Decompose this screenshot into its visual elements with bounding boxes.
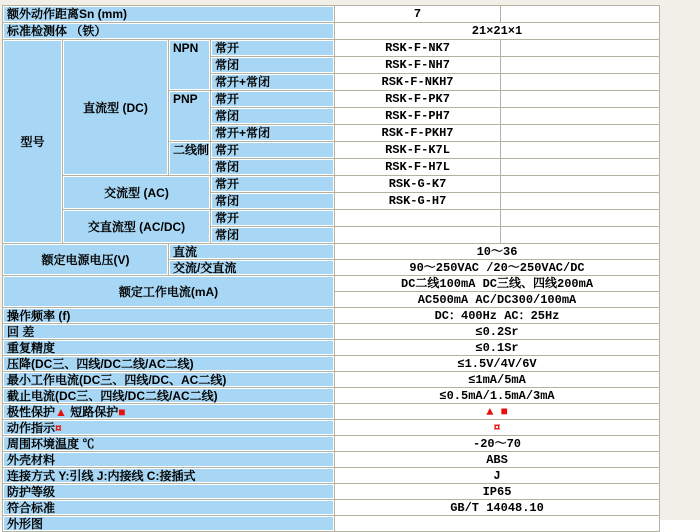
value-model-ac-no: RSK-G-K7 bbox=[335, 176, 501, 193]
row-standard-target bbox=[3, 23, 660, 40]
value-protection-rating: IP65 bbox=[335, 484, 660, 500]
value-cutoff-current: ≤0.5mA/1.5mA/3mA bbox=[335, 388, 660, 404]
row-indicator bbox=[3, 420, 660, 436]
value-connection-type: J bbox=[335, 468, 660, 484]
row-connection-type bbox=[3, 468, 660, 484]
currency-mark-icon: ¤ bbox=[493, 420, 501, 435]
label-acdc-nc: 常闭 bbox=[211, 227, 335, 244]
value-voltage-drop: ≤1.5V/4V/6V bbox=[335, 356, 660, 372]
value-hysteresis: ≤0.2Sr bbox=[335, 324, 660, 340]
label-protection-rating: 防护等级 bbox=[3, 484, 335, 500]
value-empty-pnp-nonc bbox=[501, 125, 660, 142]
value-empty-pnp-no bbox=[501, 91, 660, 108]
triangle-icon: ▲ bbox=[55, 404, 67, 419]
label-voltage-ac: 交流/交直流 bbox=[169, 260, 335, 276]
value-min-current: ≤1mA/5mA bbox=[335, 372, 660, 388]
label-outline-drawing: 外形图 bbox=[3, 516, 335, 532]
value-model-pnp-nc: RSK-F-PH7 bbox=[335, 108, 501, 125]
label-min-current: 最小工作电流(DC三、四线/DC、AC二线) bbox=[3, 372, 335, 388]
value-model-pnp-nonc: RSK-F-PKH7 bbox=[335, 125, 501, 142]
row-frequency bbox=[3, 308, 660, 324]
row-voltage-drop bbox=[3, 356, 660, 372]
row-model-ac-no bbox=[3, 176, 660, 193]
spec-table bbox=[2, 5, 660, 532]
label-rated-current: 额定工作电流(mA) bbox=[3, 276, 335, 308]
label-repeatability: 重复精度 bbox=[3, 340, 335, 356]
label-cutoff-current: 截止电流(DC三、四线/DC二线/AC二线) bbox=[3, 388, 335, 404]
label-acdc-no: 常开 bbox=[211, 210, 335, 227]
value-standard-target: 21×21×1 bbox=[335, 23, 660, 40]
value-housing-material: ABS bbox=[335, 452, 660, 468]
label-npn: NPN bbox=[169, 40, 211, 91]
value-protection bbox=[335, 404, 660, 420]
label-voltage: 额定电源电压(V) bbox=[3, 244, 169, 276]
label-pnp-no: 常开 bbox=[211, 91, 335, 108]
polarity-protection-label: 极性保护 bbox=[7, 404, 56, 419]
label-acdc-type: 交直流型 (AC/DC) bbox=[63, 210, 211, 244]
label-ac-no: 常开 bbox=[211, 176, 335, 193]
label-frequency: 操作频率 (f) bbox=[3, 308, 335, 324]
row-protection-rating bbox=[3, 484, 660, 500]
label-standard: 符合标准 bbox=[3, 500, 335, 516]
label-housing-material: 外壳材料 bbox=[3, 452, 335, 468]
label-ac-type: 交流型 (AC) bbox=[63, 176, 211, 210]
value-model-ac-nc: RSK-G-H7 bbox=[335, 193, 501, 210]
value-empty-npn-nc bbox=[501, 57, 660, 74]
row-rated-current-1 bbox=[3, 276, 660, 292]
label-npn-nonc: 常开+常闭 bbox=[211, 74, 335, 91]
value-model-2wire-nc: RSK-F-H7L bbox=[335, 159, 501, 176]
row-ambient-temp bbox=[3, 436, 660, 452]
row-voltage-dc bbox=[3, 244, 660, 260]
value-extra-distance: 7 bbox=[335, 6, 501, 23]
label-ac-nc: 常闭 bbox=[211, 193, 335, 210]
value-repeatability: ≤0.1Sr bbox=[335, 340, 660, 356]
label-voltage-drop: 压降(DC三、四线/DC二线/AC二线) bbox=[3, 356, 335, 372]
value-empty-ac-nc bbox=[501, 193, 660, 210]
value-empty-ac-no bbox=[501, 176, 660, 193]
value-rated-current-2: AC500mA AC/DC300/100mA bbox=[335, 292, 660, 308]
label-voltage-dc: 直流 bbox=[169, 244, 335, 260]
row-hysteresis bbox=[3, 324, 660, 340]
value-model-acdc-nc bbox=[335, 227, 501, 244]
value-model-pnp-no: RSK-F-PK7 bbox=[335, 91, 501, 108]
value-model-acdc-no bbox=[335, 210, 501, 227]
label-dc-type: 直流型 (DC) bbox=[63, 40, 169, 176]
label-2wire-nc: 常闭 bbox=[211, 159, 335, 176]
triangle-square-icons: ▲ ■ bbox=[486, 404, 508, 419]
label-model-header: 型号 bbox=[3, 40, 63, 244]
label-hysteresis: 回 差 bbox=[3, 324, 335, 340]
value-empty-npn-nonc bbox=[501, 74, 660, 91]
label-two-wire: 二线制 bbox=[169, 142, 211, 176]
row-housing-material bbox=[3, 452, 660, 468]
label-npn-no: 常开 bbox=[211, 40, 335, 57]
label-2wire-no: 常开 bbox=[211, 142, 335, 159]
value-empty-acdc-no bbox=[501, 210, 660, 227]
value-model-npn-nonc: RSK-F-NKH7 bbox=[335, 74, 501, 91]
row-outline-drawing bbox=[3, 516, 660, 532]
label-pnp-nc: 常闭 bbox=[211, 108, 335, 125]
row-model-acdc-no bbox=[3, 210, 660, 227]
value-frequency: DC：400Hz AC：25Hz bbox=[335, 308, 660, 324]
value-indicator bbox=[335, 420, 660, 436]
row-min-current bbox=[3, 372, 660, 388]
label-indicator bbox=[3, 420, 335, 436]
label-connection-type: 连接方式 Y:引线 J:内接线 C:接插式 bbox=[3, 468, 335, 484]
value-empty-npn-no bbox=[501, 40, 660, 57]
label-ambient-temp: 周围环境温度 ℃ bbox=[3, 436, 335, 452]
short-circuit-protection-label: 短路保护 bbox=[66, 404, 119, 419]
square-icon: ■ bbox=[118, 404, 126, 419]
row-standard bbox=[3, 500, 660, 516]
value-rated-current-1: DC二线100mA DC三线、四线200mA bbox=[335, 276, 660, 292]
row-cutoff-current bbox=[3, 388, 660, 404]
value-standard: GB/T 14048.10 bbox=[335, 500, 660, 516]
value-empty-2wire-nc bbox=[501, 159, 660, 176]
value-empty-acdc-nc bbox=[501, 227, 660, 244]
value-empty-2wire-no bbox=[501, 142, 660, 159]
value-model-npn-nc: RSK-F-NH7 bbox=[335, 57, 501, 74]
row-protection bbox=[3, 404, 660, 420]
row-repeatability bbox=[3, 340, 660, 356]
value-model-npn-no: RSK-F-NK7 bbox=[335, 40, 501, 57]
value-model-2wire-no: RSK-F-K7L bbox=[335, 142, 501, 159]
label-standard-target: 标准检测体 （铁） bbox=[3, 23, 335, 40]
value-outline-drawing bbox=[335, 516, 660, 532]
label-pnp: PNP bbox=[169, 91, 211, 142]
currency-mark-icon: ¤ bbox=[55, 420, 62, 435]
value-voltage-ac: 90～250VAC /20～250VAC/DC bbox=[335, 260, 660, 276]
label-pnp-nonc: 常开+常闭 bbox=[211, 125, 335, 142]
row-extra-distance bbox=[3, 6, 660, 23]
value-extra-distance-empty bbox=[501, 6, 660, 23]
value-ambient-temp: -20～70 bbox=[335, 436, 660, 452]
value-voltage-dc: 10～36 bbox=[335, 244, 660, 260]
indicator-label: 动作指示 bbox=[7, 420, 56, 435]
label-protection bbox=[3, 404, 335, 420]
label-npn-nc: 常闭 bbox=[211, 57, 335, 74]
row-model-npn-no bbox=[3, 40, 660, 57]
label-extra-distance: 额外动作距离Sn (mm) bbox=[3, 6, 335, 23]
value-empty-pnp-nc bbox=[501, 108, 660, 125]
